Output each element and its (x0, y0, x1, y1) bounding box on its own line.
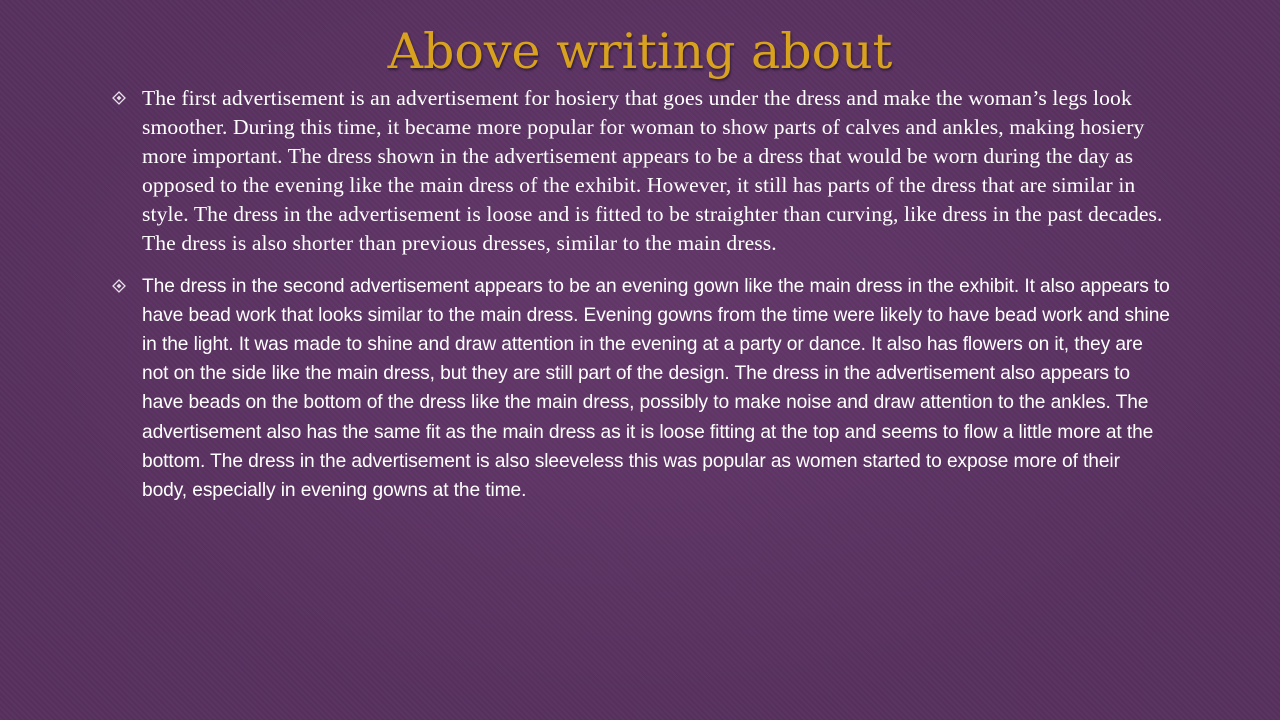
slide-title: Above writing about (387, 23, 893, 80)
bullet-list (110, 84, 1170, 505)
diamond-bullet-icon (112, 91, 126, 105)
bullet-text: The dress in the second advertisement appears to be an evening gown like the main dress in the exhibit. It also appears to have bead work that looks similar to the main dress. Evening gowns from the time were likely to have bead work and shine in the light. It was made to shine and draw attention in the evening at a party or dance. It also has flowers on it, they are not on the side like the main dress, but they are still part of the design. The dress in the advertisement also appears to have beads on the bottom of the dress like the main dress, possibly to make noise and draw attention to the ankles. The advertisement also has the same fit as the main dress as it is loose fitting at the top and seems to flow a little more at the bottom. The dress in the advertisement is also sleeveless this was popular as women started to expose more of their body, especially in evening gowns at the time. (142, 275, 1170, 501)
bullet-item-evening-gown (110, 272, 1170, 506)
diamond-bullet-icon (112, 279, 126, 293)
bullet-text: The first advertisement is an advertisement for hosiery that goes under the dress and make the woman’s legs look smoother. During this time, it became more popular for woman to show parts of calves and ankles, making hosiery more important. The dress shown in the advertisement appears to be a dress that would be worn during the day as opposed to the evening like the main dress of the exhibit. However, it still has parts of the dress that are similar in style. The dress in the advertisement is loose and is fitted to be straighter than curving, like dress in the past decades. The dress is also shorter than previous dresses, similar to the main dress. (142, 86, 1163, 256)
bullet-item-hosiery (110, 84, 1170, 259)
